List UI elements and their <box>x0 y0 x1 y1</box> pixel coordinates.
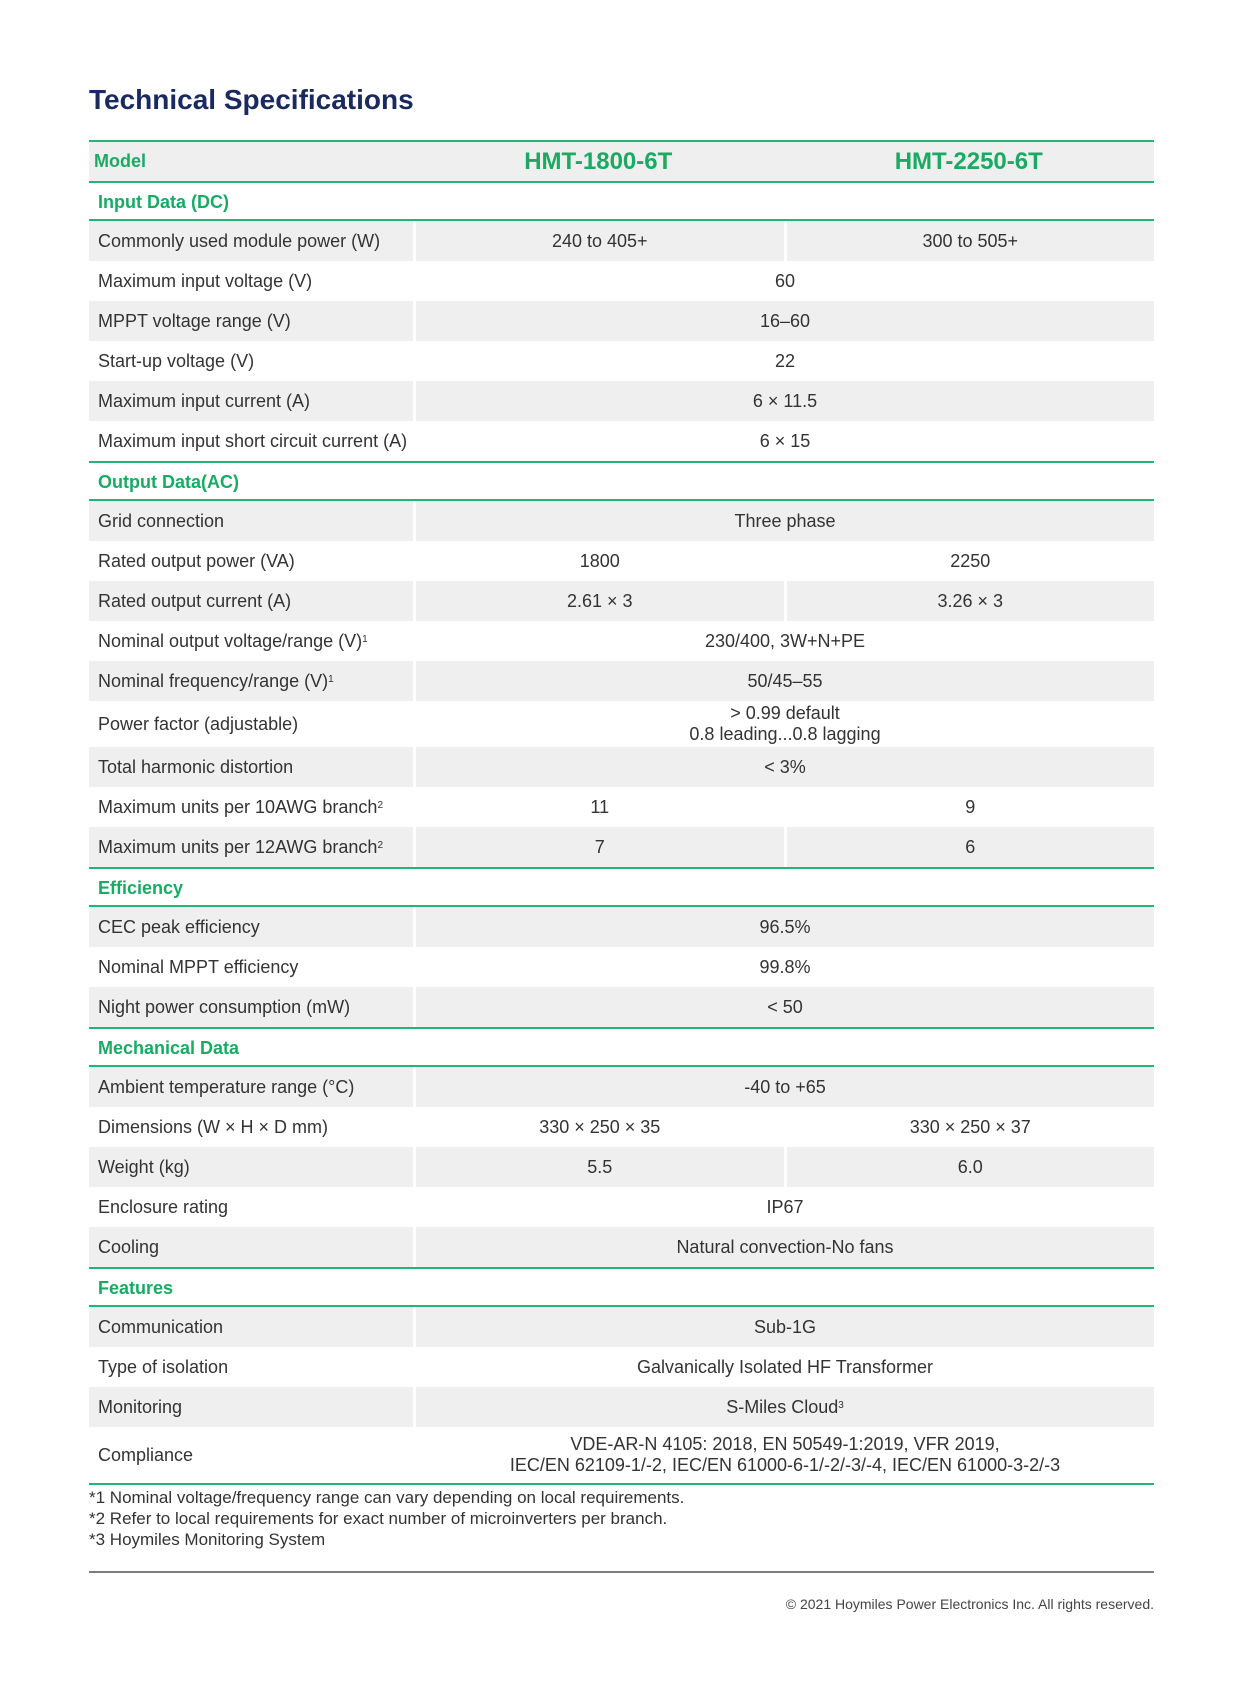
spec-value-text: 240 to 405+ <box>551 230 648 251</box>
spec-row <box>89 1187 1154 1227</box>
spec-value-text: 9 <box>965 796 976 817</box>
spec-label <box>89 1187 413 1227</box>
spec-row <box>89 701 1154 747</box>
spec-value-text: 3.26 × 3 <box>937 590 1004 611</box>
spec-row <box>89 1147 1154 1187</box>
spec-label-text: Maximum input current (A) <box>98 390 311 411</box>
spec-label-text: Dimensions (W × H × D mm) <box>98 1116 329 1137</box>
spec-value-model-2 <box>787 581 1155 621</box>
spec-label <box>89 221 413 261</box>
spec-label <box>89 1067 413 1107</box>
section-header: Input Data (DC) <box>89 183 1154 221</box>
spec-label <box>89 541 413 581</box>
spec-label-text: Monitoring <box>98 1396 183 1417</box>
spec-value-text: 230/400, 3W+N+PE <box>704 630 866 651</box>
spec-row <box>89 1347 1154 1387</box>
spec-value <box>416 501 1154 541</box>
spec-value-text: 330 × 250 × 37 <box>909 1116 1031 1137</box>
spec-value-text: 16–60 <box>759 310 811 331</box>
section-header: Mechanical Data <box>89 1029 1154 1067</box>
spec-label <box>89 701 413 747</box>
spec-row <box>89 747 1154 787</box>
spec-row <box>89 341 1154 381</box>
spec-value-text: Sub-1G <box>753 1316 817 1337</box>
spec-table <box>89 140 1154 1550</box>
spec-value-text: 300 to 505+ <box>922 230 1019 251</box>
section-header: Output Data(AC) <box>89 463 1154 501</box>
spec-value-text: Three phase <box>734 510 836 531</box>
footnote: *1 Nominal voltage/frequency range can vary depending on local requirements. <box>89 1488 685 1507</box>
spec-value-text: 5.5 <box>587 1156 613 1177</box>
spec-value-model-2 <box>787 827 1155 867</box>
spec-label-text: Maximum units per 12AWG branch <box>98 836 378 857</box>
spec-value-model-1 <box>416 1147 784 1187</box>
copyright: © 2021 Hoymiles Power Electronics Inc. All rights reserved. <box>785 1596 1154 1612</box>
spec-label <box>89 341 413 381</box>
spec-value-text: 22 <box>774 350 796 371</box>
spec-value-model-2 <box>787 541 1155 581</box>
spec-value-text: 6 × 15 <box>759 430 811 451</box>
spec-value <box>416 661 1154 701</box>
spec-label <box>89 301 413 341</box>
spec-label <box>89 947 413 987</box>
spec-value-text: S-Miles Cloud <box>726 1396 839 1417</box>
spec-row <box>89 1107 1154 1147</box>
spec-label <box>89 1307 413 1347</box>
spec-value-model-2 <box>787 221 1155 261</box>
spec-value-text: 2.61 × 3 <box>566 590 633 611</box>
spec-value <box>416 1227 1154 1267</box>
spec-value-model-1 <box>416 221 784 261</box>
spec-row <box>89 541 1154 581</box>
spec-label <box>89 787 413 827</box>
spec-label <box>89 421 413 461</box>
spec-label <box>89 987 413 1027</box>
spec-value <box>416 621 1154 661</box>
spec-value-text: 6.0 <box>957 1156 983 1177</box>
spec-value <box>416 947 1154 987</box>
spec-label-text: Nominal MPPT efficiency <box>98 956 299 977</box>
page-title: Technical Specifications <box>89 84 414 115</box>
spec-value <box>416 1427 1154 1483</box>
section-header: Efficiency <box>89 869 1154 907</box>
spec-value-model-1 <box>416 827 784 867</box>
spec-label <box>89 1107 413 1147</box>
spec-label-text: Maximum input short circuit current (A) <box>98 430 408 451</box>
footnote: *3 Hoymiles Monitoring System <box>89 1530 326 1549</box>
spec-value <box>416 987 1154 1027</box>
spec-label-text: Communication <box>98 1316 224 1337</box>
spec-row <box>89 501 1154 541</box>
spec-value-text: 1800 <box>579 550 620 571</box>
spec-sections <box>89 183 1154 1485</box>
spec-value <box>416 1067 1154 1107</box>
spec-row <box>89 1427 1154 1485</box>
model-name-2: HMT-2250-6T <box>894 147 1043 175</box>
spec-value-text: 330 × 250 × 35 <box>539 1116 661 1137</box>
spec-value-text: 99.8% <box>759 956 811 977</box>
spec-label-text: Night power consumption (mW) <box>98 996 351 1017</box>
spec-label-text: Commonly used module power (W) <box>98 230 381 251</box>
spec-value-text: Galvanically Isolated HF Transformer <box>636 1356 934 1377</box>
spec-row <box>89 1227 1154 1269</box>
spec-row <box>89 421 1154 463</box>
spec-label <box>89 1227 413 1267</box>
spec-value <box>416 1187 1154 1227</box>
spec-value <box>416 301 1154 341</box>
spec-row <box>89 301 1154 341</box>
spec-value-text: 6 × 11.5 <box>752 390 818 411</box>
spec-value-model-2 <box>787 1147 1155 1187</box>
spec-label-text: Compliance <box>98 1444 194 1465</box>
spec-row <box>89 947 1154 987</box>
spec-value-text: 6 <box>965 836 976 857</box>
spec-value-text: -40 to +65 <box>744 1076 826 1097</box>
spec-label <box>89 261 413 301</box>
spec-value-line: 0.8 leading...0.8 lagging <box>689 724 881 744</box>
spec-value-model-1 <box>416 581 784 621</box>
spec-label-text: Start-up voltage (V) <box>98 350 255 371</box>
spec-value <box>416 381 1154 421</box>
footnotes <box>89 1487 1154 1550</box>
spec-label-text: Cooling <box>98 1236 160 1257</box>
model-label: Model <box>94 151 146 171</box>
spec-value-text: 11 <box>590 796 610 817</box>
spec-label <box>89 621 413 661</box>
spec-label-text: CEC peak efficiency <box>98 916 260 937</box>
spec-value-text: 50/45–55 <box>747 670 823 691</box>
bottom-divider <box>89 1571 1154 1573</box>
spec-label <box>89 381 413 421</box>
spec-value-text: 96.5% <box>759 916 811 937</box>
spec-value <box>416 1347 1154 1387</box>
spec-value <box>416 1307 1154 1347</box>
spec-label-text: Ambient temperature range (°C) <box>98 1076 355 1097</box>
spec-value <box>416 747 1154 787</box>
spec-label-text: Rated output power (VA) <box>98 550 295 571</box>
spec-value-text: < 3% <box>764 756 806 777</box>
model-name-1: HMT-1800-6T <box>524 147 673 175</box>
footnote-marker: 1 <box>362 633 368 645</box>
spec-value <box>416 341 1154 381</box>
footnote-marker: 2 <box>377 799 383 811</box>
spec-label-text: Power factor (adjustable) <box>98 713 299 734</box>
spec-row <box>89 1387 1154 1427</box>
model-header-row <box>89 140 1154 183</box>
spec-label-text: Grid connection <box>98 510 225 531</box>
spec-value <box>416 907 1154 947</box>
spec-row <box>89 827 1154 869</box>
spec-label <box>89 827 413 867</box>
spec-label-text: Total harmonic distortion <box>98 756 294 777</box>
spec-value-line: VDE-AR-N 4105: 2018, EN 50549-1:2019, VFR 2019, <box>570 1434 1000 1454</box>
spec-row <box>89 1067 1154 1107</box>
spec-label-text: Weight (kg) <box>98 1156 190 1177</box>
spec-label <box>89 1347 413 1387</box>
spec-value-text: 60 <box>774 270 796 291</box>
spec-value-text: 2250 <box>950 550 991 571</box>
spec-value-model-1 <box>416 541 784 581</box>
spec-label-text: MPPT voltage range (V) <box>98 310 291 331</box>
section-header: Features <box>89 1269 1154 1307</box>
spec-label <box>89 747 413 787</box>
spec-row <box>89 381 1154 421</box>
spec-row <box>89 621 1154 661</box>
spec-row <box>89 1307 1154 1347</box>
spec-value <box>416 1387 1154 1427</box>
spec-value-model-1 <box>416 787 784 827</box>
spec-row <box>89 787 1154 827</box>
spec-row <box>89 907 1154 947</box>
spec-value-line: > 0.99 default <box>730 703 840 723</box>
spec-label-text: Maximum units per 10AWG branch <box>98 796 378 817</box>
spec-label <box>89 1387 413 1427</box>
spec-value <box>416 701 1154 747</box>
spec-value <box>416 261 1154 301</box>
spec-label <box>89 501 413 541</box>
spec-label <box>89 907 413 947</box>
spec-row <box>89 581 1154 621</box>
spec-row <box>89 987 1154 1029</box>
spec-row <box>89 661 1154 701</box>
spec-label <box>89 1147 413 1187</box>
footnote-marker: 2 <box>377 839 383 851</box>
spec-row <box>89 221 1154 261</box>
spec-value-text: 7 <box>594 836 605 857</box>
spec-label-text: Nominal output voltage/range (V) <box>98 630 363 651</box>
spec-label <box>89 661 413 701</box>
spec-value-text: IP67 <box>766 1196 804 1217</box>
spec-label-text: Enclosure rating <box>98 1196 229 1217</box>
spec-value-text: < 50 <box>767 996 803 1017</box>
spec-value-model-2 <box>787 787 1155 827</box>
spec-label-text: Rated output current (A) <box>98 590 292 611</box>
spec-label <box>89 1427 413 1483</box>
spec-value-text: Natural convection-No fans <box>676 1236 894 1257</box>
spec-value <box>416 421 1154 461</box>
spec-label-text: Type of isolation <box>98 1356 229 1377</box>
spec-value-model-2 <box>787 1107 1155 1147</box>
footnote-marker: 1 <box>328 673 334 685</box>
spec-label-text: Nominal frequency/range (V) <box>98 670 329 691</box>
spec-row <box>89 261 1154 301</box>
spec-value-model-1 <box>416 1107 784 1147</box>
footnote: *2 Refer to local requirements for exact number of microinverters per branch. <box>89 1509 668 1528</box>
spec-value-line: IEC/EN 62109-1/-2, IEC/EN 61000-6-1/-2/-3/-4, IEC/EN 61000-3-2/-3 <box>509 1455 1061 1475</box>
spec-label <box>89 581 413 621</box>
footnote-marker: 3 <box>838 1399 844 1411</box>
spec-label-text: Maximum input voltage (V) <box>98 270 313 291</box>
